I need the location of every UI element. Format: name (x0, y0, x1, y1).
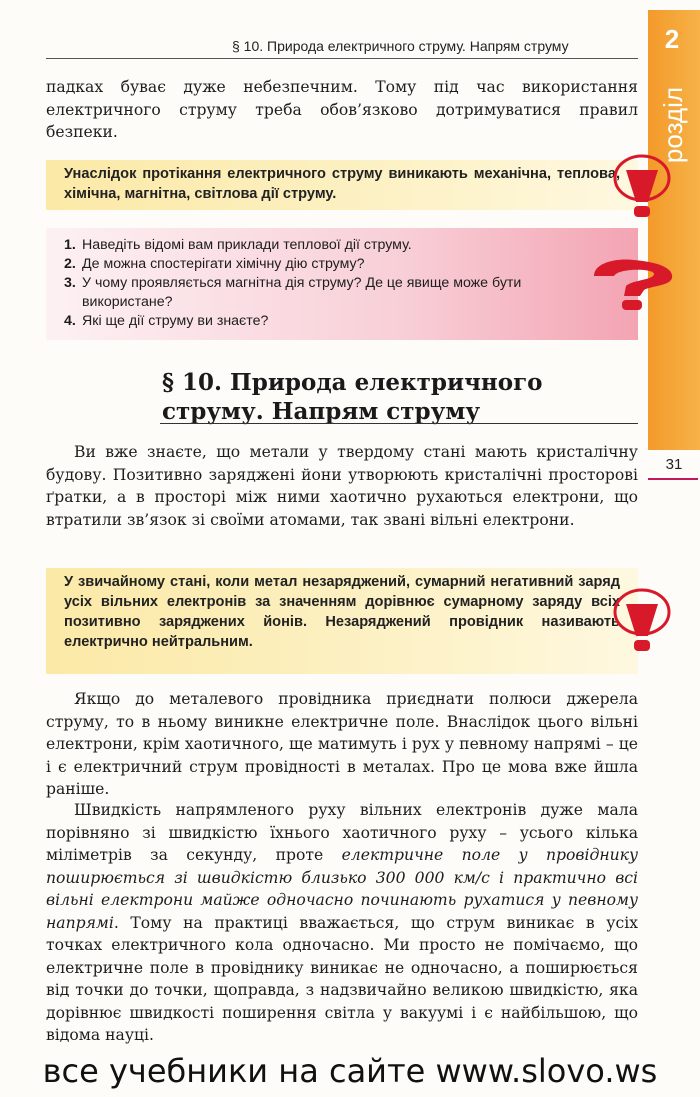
questions-list (46, 228, 638, 340)
question-icon (588, 256, 682, 312)
key-rule-text: Унаслідок протікання електричного струму виникають механічна, теплова, хімічна, магнітна, світлова дії струму. (64, 166, 620, 202)
exclamation-icon (612, 150, 672, 222)
chapter-side-tab (648, 10, 700, 450)
section-title: § 10. Природа електричного струму. Напрям струму (162, 369, 543, 425)
italic-emphasis: електричне поле у провіднику поширюється зі швидкістю близько 300 000 км/с і практично всі вільні електрони майже одночасно починають рухатися у певному напрямі (46, 846, 638, 932)
chapter-label: розділ (658, 86, 688, 164)
paragraph-electron-speed: Швидкість напрямленого руху вільних електронів дуже мала порівняно зі швидкістю їхнього хаотичного руху – усього кілька міліметрів за секунду, проте електричне поле у провіднику поширюється зі швидкістю близько 300 000 км/с і практично всі вільні електрони майже одночасно починають рухатися у певному напрямі. Тому на практиці вважається, що струм виникає в усіх точках електричного кола одночасно. Ми просто не помічаємо, що електричне поле в провіднику виникає не одночасно, а поширюється від точки до точки, щоправда, з надзвичайно великою швидкістю, яка дорівнює швидкості поширення світла у вакуумі і є найбільшою, що відома науці. (46, 801, 638, 1044)
page-number-rule (648, 478, 698, 480)
list-item: 4. Які ще дії струму ви знаєте? (64, 313, 269, 329)
paragraph-metals-structure: Ви вже знаєте, що метали у твердому стані мають кристалічну будову. Позитивно заряджені йони утворюють кристалічні просторові ґратки, а в просторі між ними хаотично рухаються електрони, що втратили зв’язок зі своїми атомами, так звані вільні електрони. (46, 443, 638, 529)
running-header-title: § 10. Природа електричного струму. Напрям струму (232, 38, 569, 54)
header-divider (46, 58, 638, 59)
list-item: 1. Наведіть відомі вам приклади теплової дії струму. (64, 237, 412, 253)
intro-paragraph: падках буває дуже небезпечним. Тому під час використання електричного струму треба обов’язково дотримуватися правил безпеки. (46, 78, 638, 141)
chapter-number: 2 (664, 24, 680, 54)
list-item: 2. Де можна спостерігати хімічну дію струму? (64, 256, 365, 272)
list-item: 3. У чому проявляється магнітна дія струму? Де це явище може бути використане? (64, 275, 522, 310)
page-number: 31 (665, 456, 683, 473)
paragraph-electric-field: Якщо до металевого провідника приєднати полюси джерела струму, то в ньому виникне електричне поле. Внаслідок цього вільні електрони, крім хаотичного, ще матимуть і рух у певному напрямі – це і є електричний струм провідності в металах. Про це мова вже йшла раніше. (46, 690, 638, 798)
section-title-rule (160, 423, 638, 424)
exclamation-icon (612, 584, 672, 656)
neutral-conductor-rule-box (46, 568, 638, 674)
key-rule-box (46, 160, 638, 210)
neutral-conductor-rule-text: У звичайному стані, коли метал незаряджений, сумарний негативний заряд усіх вільних електронів за значенням дорівнює сумарному заряду всіх позитивно заряджених йонів. Незаряджений провідник називають електрично нейтральним. (64, 574, 620, 650)
footer-site-caption: все учебники на сайте www.slovo.ws (42, 1052, 658, 1090)
